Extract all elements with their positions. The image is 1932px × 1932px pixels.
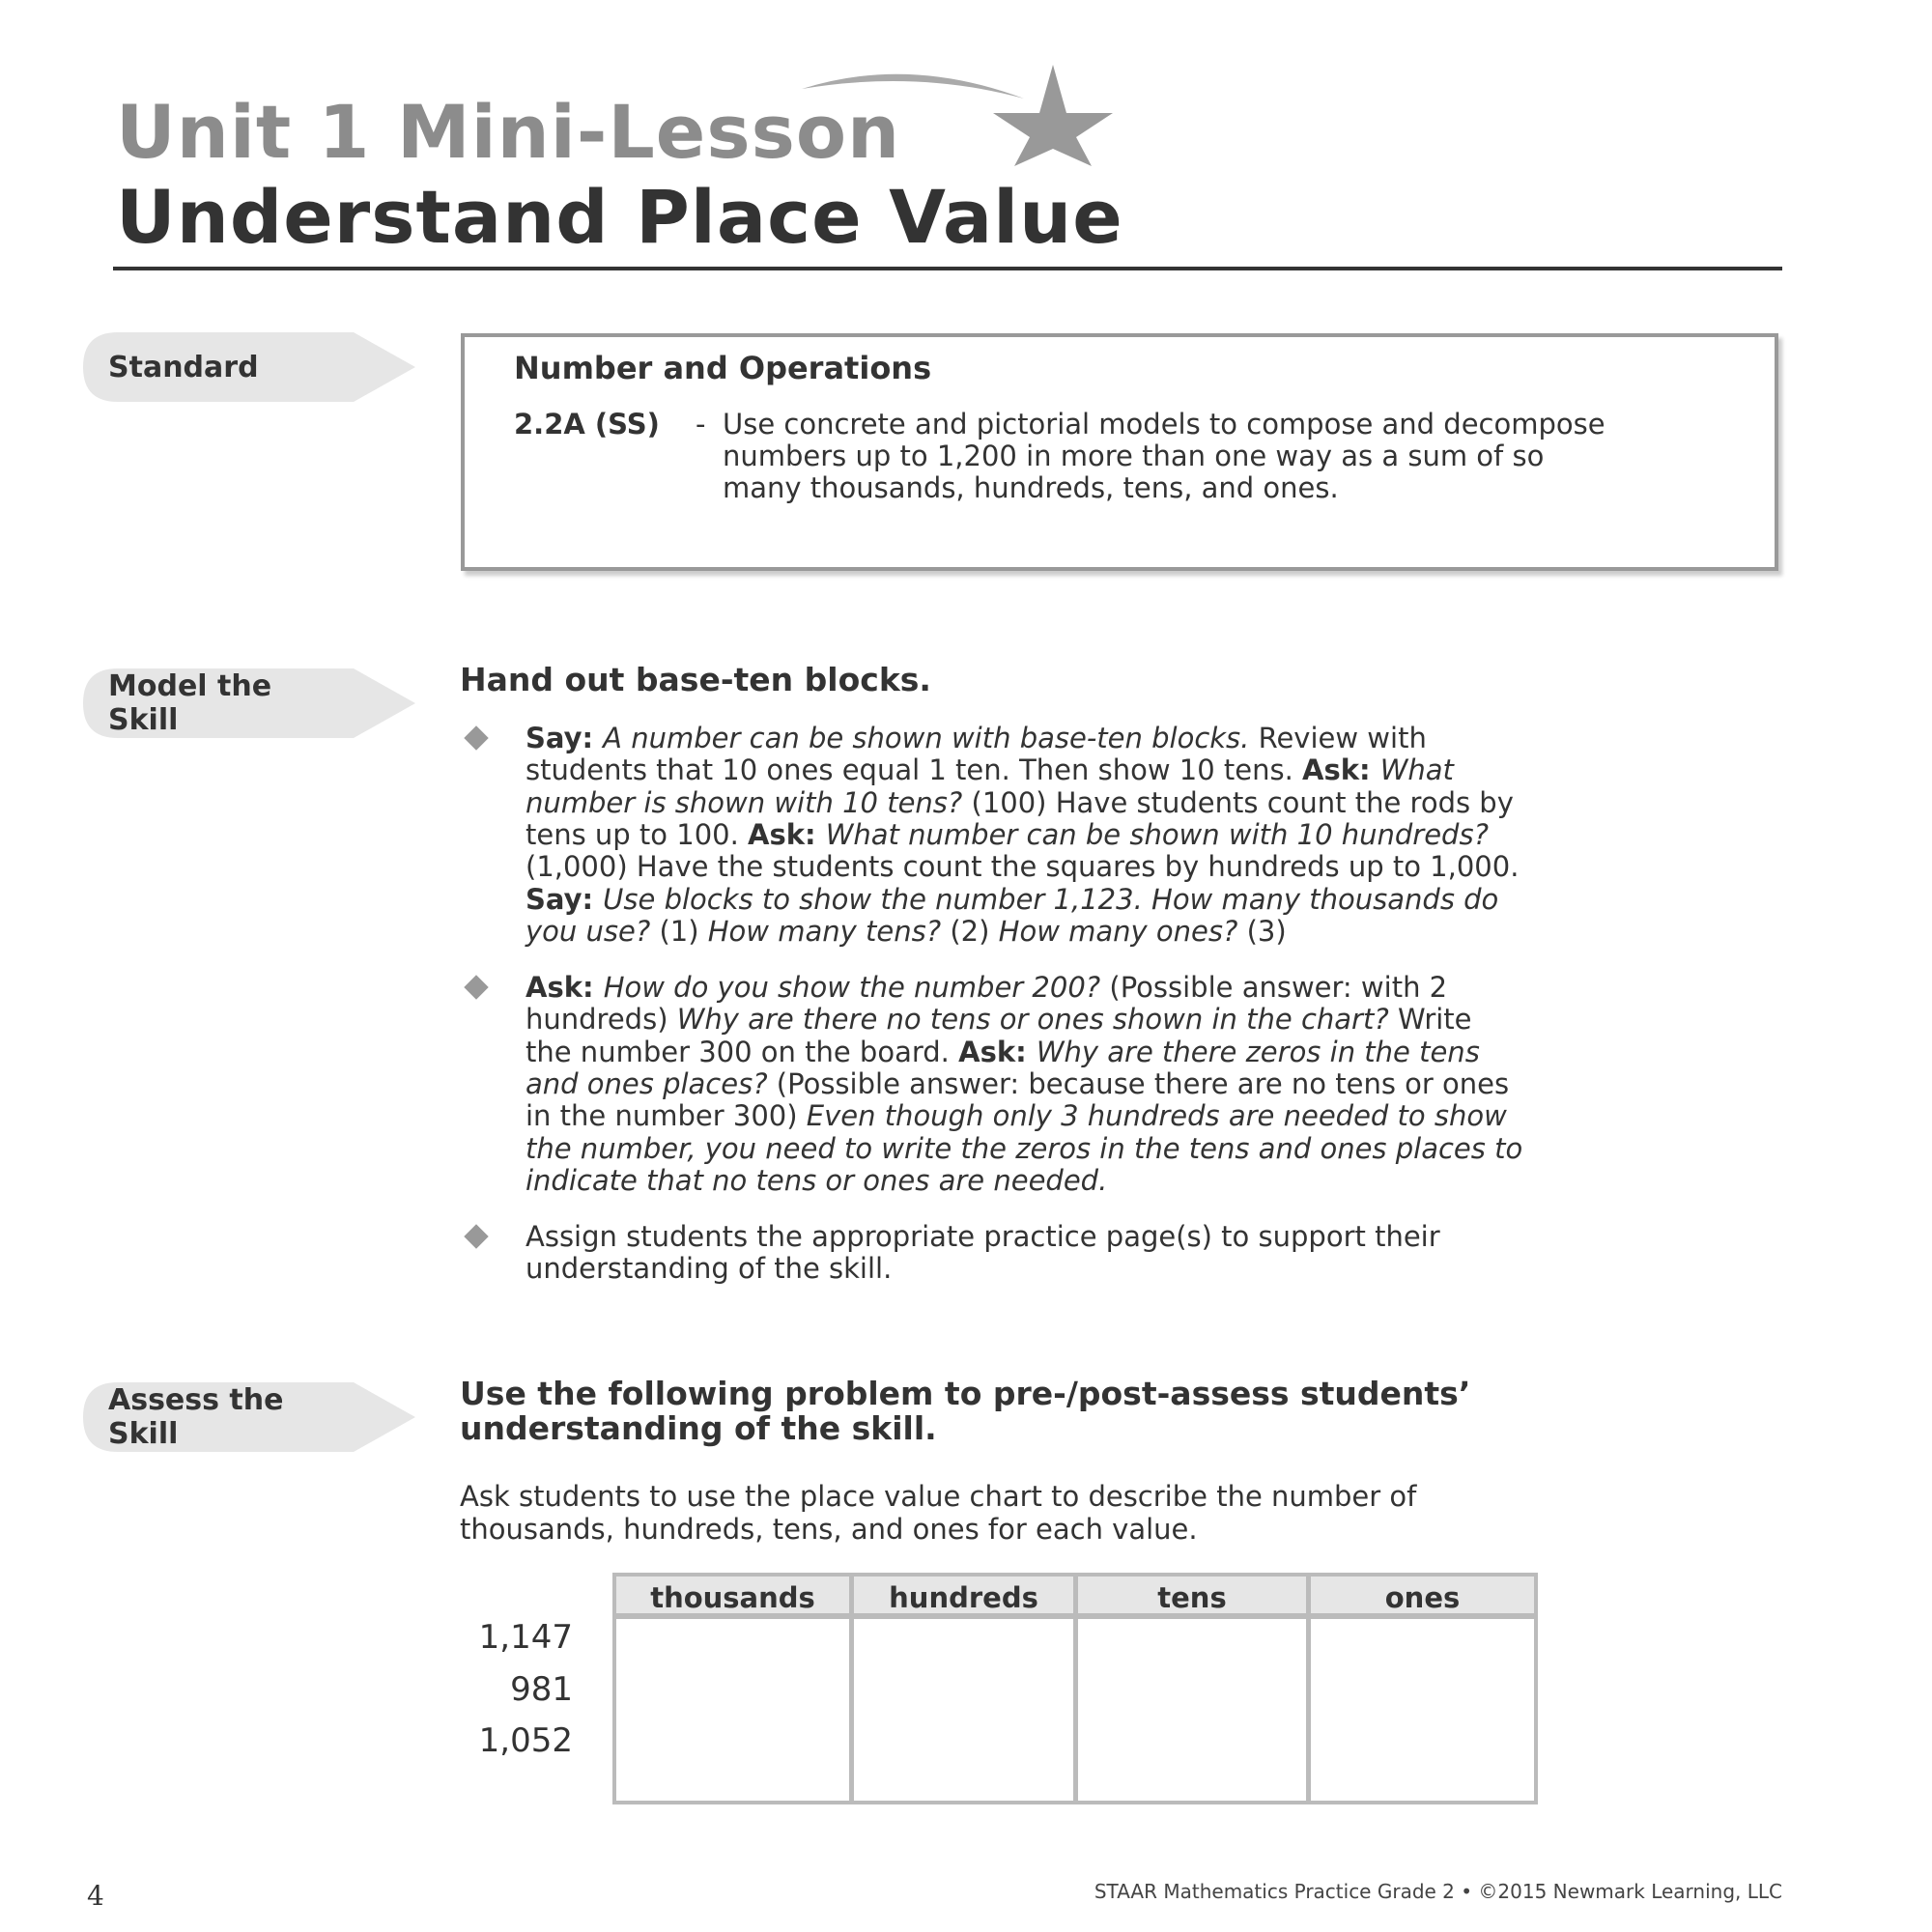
bullet-text-line — [526, 1036, 1480, 1068]
bullet-text-line — [526, 850, 1519, 883]
model-heading: Hand out base-ten blocks. — [460, 661, 931, 698]
diamond-bullet-icon — [464, 975, 488, 999]
column-divider — [1073, 1577, 1078, 1801]
tab-label: Assess the — [108, 1383, 284, 1417]
section-tab-model — [83, 668, 415, 738]
prompt-label: Say: — [526, 882, 604, 916]
bullet-text-line — [526, 1003, 1472, 1036]
text-segment: Why are there no tens or ones shown in the chart? — [676, 1003, 1389, 1037]
text-segment: Use blocks to show the number 1,123. How many thousands do — [603, 882, 1499, 916]
tab-label: Skill — [108, 1417, 179, 1451]
text-segment: (2) — [941, 914, 999, 948]
unit-title: Unit 1 Mini-Lesson — [116, 89, 901, 175]
text-segment: (1,000) Have the students count the squares by hundreds up to 1,000. — [526, 850, 1520, 884]
text-segment: (100) Have students count the rods by — [962, 785, 1514, 819]
tab-label: Model the — [108, 669, 272, 703]
standard-code: 2.2A (SS) — [514, 408, 660, 440]
bullet-text-line — [526, 915, 1287, 948]
section-tab-standard — [83, 332, 415, 402]
standard-text-line: Use concrete and pictorial models to compose and decompose — [723, 408, 1605, 440]
text-segment: indicate that no tens or ones are needed. — [526, 1163, 1108, 1197]
bullet-text-line — [526, 883, 1498, 916]
standard-heading: Number and Operations — [514, 350, 932, 386]
text-segment: How many ones? — [998, 914, 1238, 948]
text-segment: number is shown with 10 tens? — [526, 785, 963, 819]
text-segment: hundreds) — [526, 1003, 677, 1037]
assess-instructions: thousands, hundreds, tens, and ones for each value. — [460, 1513, 1198, 1546]
text-segment: What number can be shown with 10 hundreds? — [825, 817, 1489, 851]
standard-text-line: many thousands, hundreds, tens, and ones. — [723, 471, 1339, 504]
place-value-table — [612, 1573, 1538, 1804]
bullet-text-line — [526, 1252, 892, 1285]
page-title: Understand Place Value — [116, 174, 1123, 260]
bullet-text-line — [526, 1132, 1522, 1165]
text-segment: in the number 300) — [526, 1099, 807, 1133]
column-header-ones: ones — [1311, 1577, 1534, 1619]
text-segment: (Possible answer: with 2 — [1100, 971, 1448, 1004]
text-segment: Assign students the appropriate practice page(s) to support their — [526, 1220, 1440, 1253]
text-segment: What — [1379, 753, 1454, 787]
text-segment: A number can be shown with base-ten blocks. — [603, 722, 1250, 754]
standard-text-line: numbers up to 1,200 in more than one way as a sum of so — [723, 440, 1545, 472]
tab-label: Standard — [108, 351, 259, 384]
text-segment: and ones places? — [526, 1066, 768, 1100]
column-header-thousands: thousands — [616, 1577, 849, 1619]
bullet-text-line — [526, 1220, 1440, 1253]
column-header-tens: tens — [1078, 1577, 1306, 1619]
prompt-label: Ask: — [1302, 753, 1380, 787]
bullet-text-line — [526, 1164, 1107, 1197]
bullet-text-line — [526, 971, 1447, 1004]
section-tab-assess — [83, 1382, 415, 1452]
shooting-star-icon — [773, 60, 1121, 176]
bullet-text-line — [526, 1067, 1509, 1100]
text-segment: How do you show the number 200? — [603, 971, 1101, 1004]
text-segment: How many tens? — [707, 914, 942, 948]
value-label: 981 — [510, 1670, 573, 1709]
footer-credit: STAAR Mathematics Practice Grade 2 • ©2015 Newmark Learning, LLC — [1094, 1880, 1782, 1903]
bullet-text-line — [526, 722, 1427, 754]
text-segment: students that 10 ones equal 1 ten. Then show 10 tens. — [526, 753, 1303, 787]
text-segment: tens up to 100. — [526, 817, 749, 851]
assess-heading: Use the following problem to pre-/post-assess students’ — [460, 1375, 1471, 1412]
assess-heading: understanding of the skill. — [460, 1409, 937, 1447]
text-segment: you use? — [526, 914, 651, 948]
bullet-text-line — [526, 818, 1489, 851]
prompt-label: Ask: — [526, 971, 604, 1004]
bullet-text-line — [526, 786, 1514, 819]
tab-label: Skill — [108, 703, 179, 737]
bullet-text-line — [526, 753, 1454, 786]
text-segment: understanding of the skill. — [526, 1252, 893, 1286]
prompt-label: Ask: — [958, 1035, 1037, 1068]
bullet-text-line — [526, 1099, 1507, 1132]
assess-instructions: Ask students to use the place value chart to describe the number of — [460, 1480, 1417, 1513]
text-segment: the number, you need to write the zeros in the tens and ones places to — [526, 1131, 1523, 1165]
column-divider — [1306, 1577, 1311, 1801]
value-label: 1,052 — [478, 1721, 573, 1760]
text-segment: (Possible answer: because there are no tens or ones — [767, 1066, 1510, 1100]
text-segment: the number 300 on the board. — [526, 1035, 959, 1068]
prompt-label: Ask: — [748, 817, 826, 851]
value-label: 1,147 — [478, 1618, 573, 1657]
text-segment: (3) — [1237, 914, 1287, 948]
diamond-bullet-icon — [464, 725, 488, 750]
prompt-label: Say: — [526, 722, 604, 754]
standard-dash: - — [696, 408, 706, 440]
column-header-hundreds: hundreds — [854, 1577, 1073, 1619]
column-divider — [849, 1577, 854, 1801]
divider — [113, 267, 1782, 270]
text-segment: (1) — [650, 914, 708, 948]
text-segment: Review with — [1249, 722, 1427, 754]
text-segment: Why are there zeros in the tens — [1036, 1035, 1480, 1068]
text-segment: Even though only 3 hundreds are needed to show — [806, 1099, 1507, 1133]
text-segment: Write — [1388, 1003, 1472, 1037]
page-number: 4 — [87, 1880, 104, 1912]
diamond-bullet-icon — [464, 1224, 488, 1248]
